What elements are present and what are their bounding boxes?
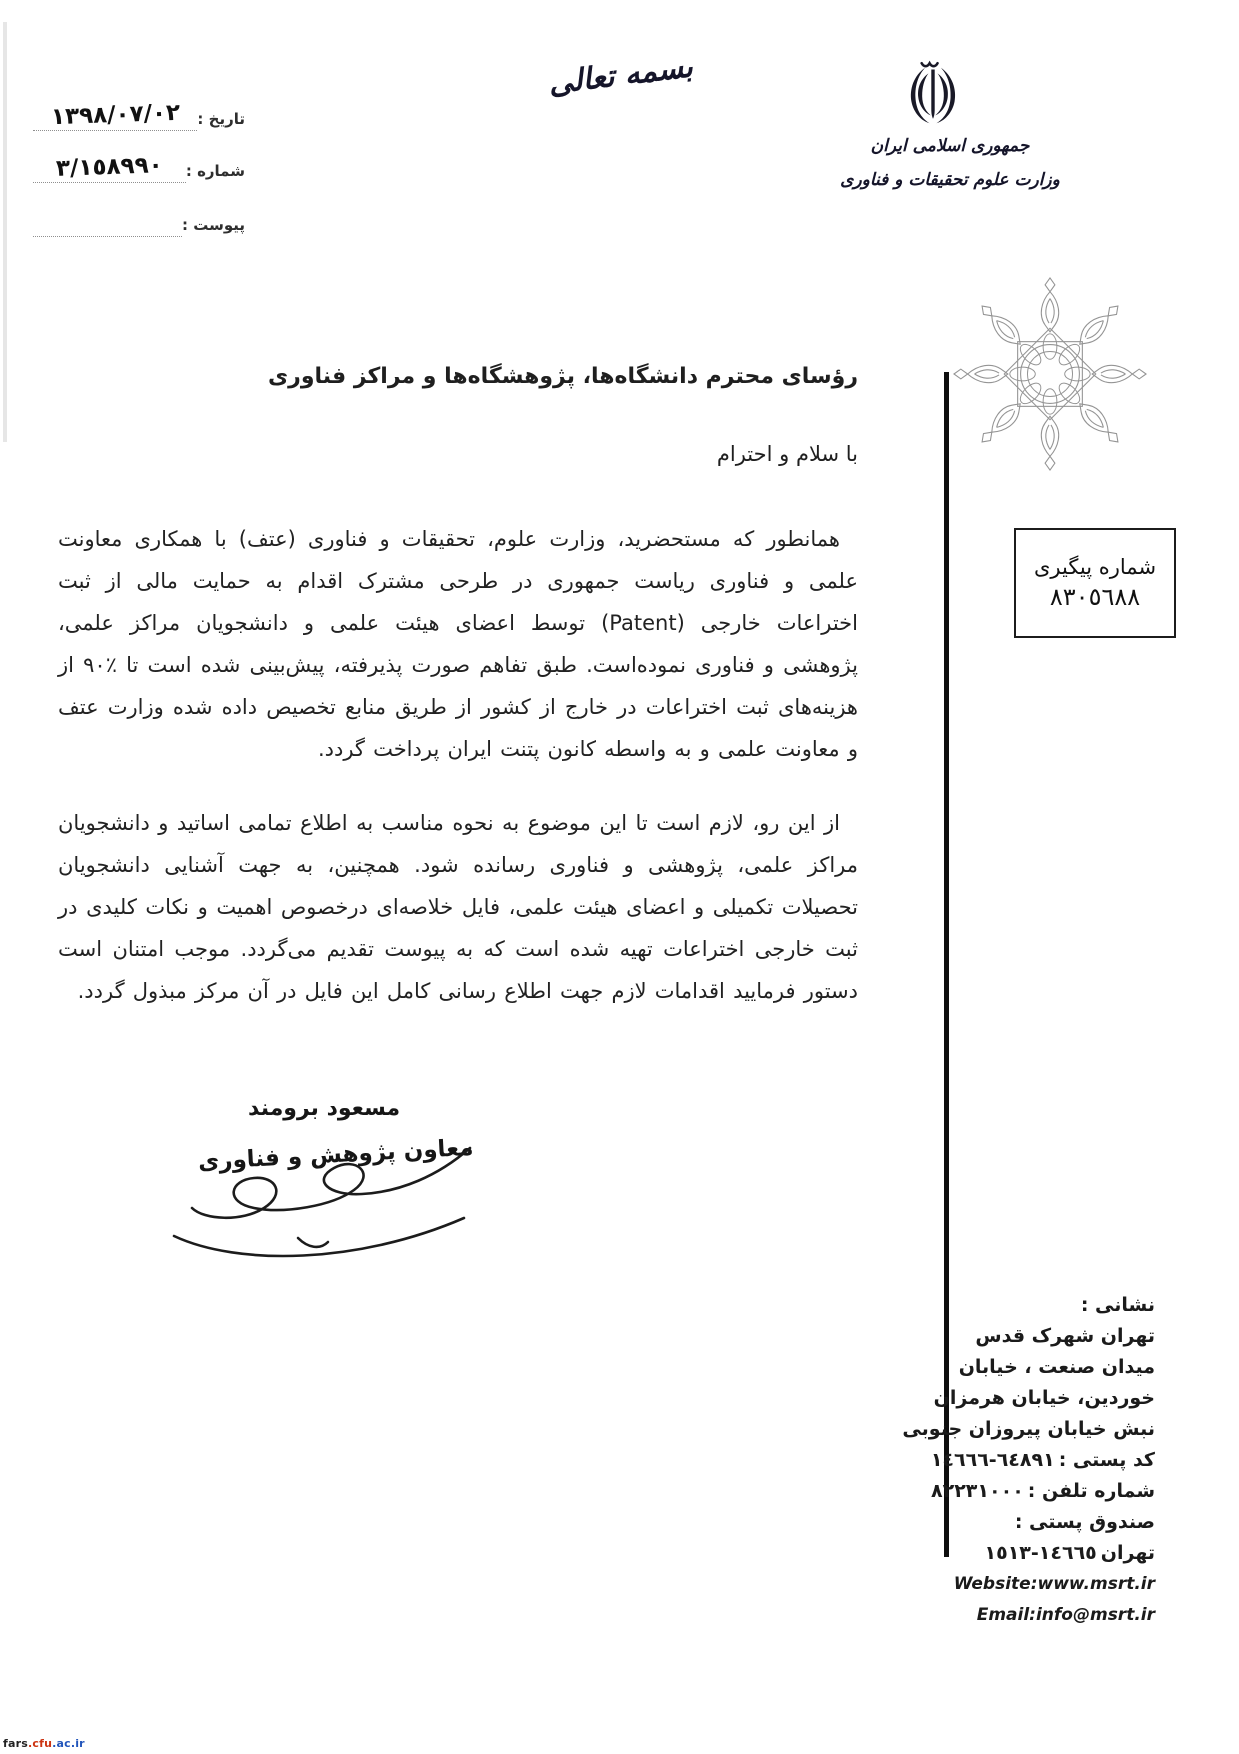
po-box-city: تهران (1100, 1542, 1155, 1564)
tracking-number-box (1014, 528, 1176, 638)
number-value: ٣/١٥٨٩٩٠ (55, 152, 164, 182)
date-label: تاریخ : (197, 110, 245, 128)
body-paragraph-1: همانطور که مستحضرید، وزارت علوم، تحقیقات و فناوری (عتف) با همکاری معاونت علمی و فناوری ریاست جمهوری در طرحی مشترک اقدام به حمایت مالی از ثبت اختراعات خارجی (Patent) توسط اعضای هیئت علمی و دانشجویان مراکز علمی، پژوهشی و فناوری نموده‌است. طبق تفاهم صورت پذیرفته، پیش‌بینی شده است تا ٪۹۰ از هزینه‌های ثبت اختراعات در خارج از کشور از طریق منابع تخصیص داده شده وزارت عتف و معاونت علمی و به واسطه کانون پتنت ایران پرداخت گردد. (58, 527, 859, 761)
bismillah-calligraphy: بسمه تعالی (546, 49, 695, 102)
po-box-value: ١٥١٣-١٤٦٦٥ (984, 1542, 1097, 1564)
website-line: Website:www.msrt.ir (953, 1574, 1155, 1594)
address-line-title: نشانی : (1080, 1294, 1155, 1316)
recipient-heading: رؤسای محترم دانشگاه‌ها، پژوهشگاه‌ها و مراکز فناوری (268, 364, 858, 389)
watermark (3, 1737, 85, 1750)
phone-value: ٨٢٢٣١٠٠٠ (931, 1480, 1024, 1502)
iran-emblem-icon (899, 50, 967, 132)
po-box-title-line: صندوق پستی : (1014, 1511, 1155, 1533)
number-underline (33, 152, 186, 183)
address-block (855, 1290, 1155, 1631)
postal-code-value: ١٤٦٦٦-٦٤٨٩١ (930, 1449, 1055, 1471)
ministry-name-line: وزارت علوم تحقیقات و فناوری (840, 170, 1060, 190)
tracking-number-label: شماره پیگیری (1033, 555, 1157, 579)
po-box-line (855, 1538, 1155, 1569)
phone-line (855, 1476, 1155, 1507)
watermark-part-1: fars (3, 1737, 28, 1750)
scan-edge-artifact (3, 22, 7, 442)
attachment-label: پیوست : (181, 216, 245, 234)
salutation-line: با سلام و احترام (716, 442, 858, 466)
date-value: ١٣٩٨/٠٧/٠٢ (50, 99, 181, 131)
meta-date-row (33, 100, 245, 131)
attachment-underline (33, 206, 182, 237)
number-label: شماره : (185, 162, 245, 180)
address-line: تهران شهرک قدس (975, 1325, 1155, 1347)
postal-code-line (855, 1445, 1155, 1476)
ornament-medallion-icon (952, 276, 1148, 472)
date-underline (33, 100, 197, 131)
postal-code-label: کد پستی : (1058, 1449, 1155, 1471)
address-line: میدان صنعت ، خیابان (958, 1356, 1155, 1378)
signature-scribble (148, 1118, 493, 1278)
body-paragraph-2: از این رو، لازم است تا این موضوع به نحوه مناسب به اطلاع تمامی اساتید و دانشجویان مراکز علمی، پژوهشی و فناوری رسانده شود. همچنین، به جهت آشنایی دانشجویان تحصیلات تکمیلی و اعضای هیئت علمی، فایل خلاصه‌ای درخصوص اهمیت و نکات کلیدی در ثبت خارجی اختراعات تهیه شده است که به پیوست تقدیم می‌گردد. موجب امتنان است دستور فرمایید اقدامات لازم جهت اطلاع رسانی کامل این فایل در آن مرکز مبذول گردد. (58, 811, 858, 1003)
watermark-part-3: .ac.ir (52, 1737, 85, 1750)
watermark-part-2: .cfu (27, 1737, 53, 1750)
meta-number-row (33, 152, 245, 183)
address-line: خوردین، خیابان هرمزان (933, 1387, 1155, 1409)
address-line: نبش خیابان پیروزان جنوبی (902, 1418, 1155, 1440)
email-line: Email:info@msrt.ir (976, 1605, 1155, 1625)
tracking-number-value: ٨٣٠٥٦٨٨ (1049, 583, 1141, 611)
signer-title: معاون پژوهش و فناوری (197, 1134, 475, 1176)
government-name-line: جمهوری اسلامی ایران (870, 136, 1030, 156)
signer-name: مسعود برومند (248, 1096, 401, 1121)
meta-attachment-row (33, 206, 245, 237)
phone-label: شماره تلفن : (1027, 1480, 1155, 1502)
